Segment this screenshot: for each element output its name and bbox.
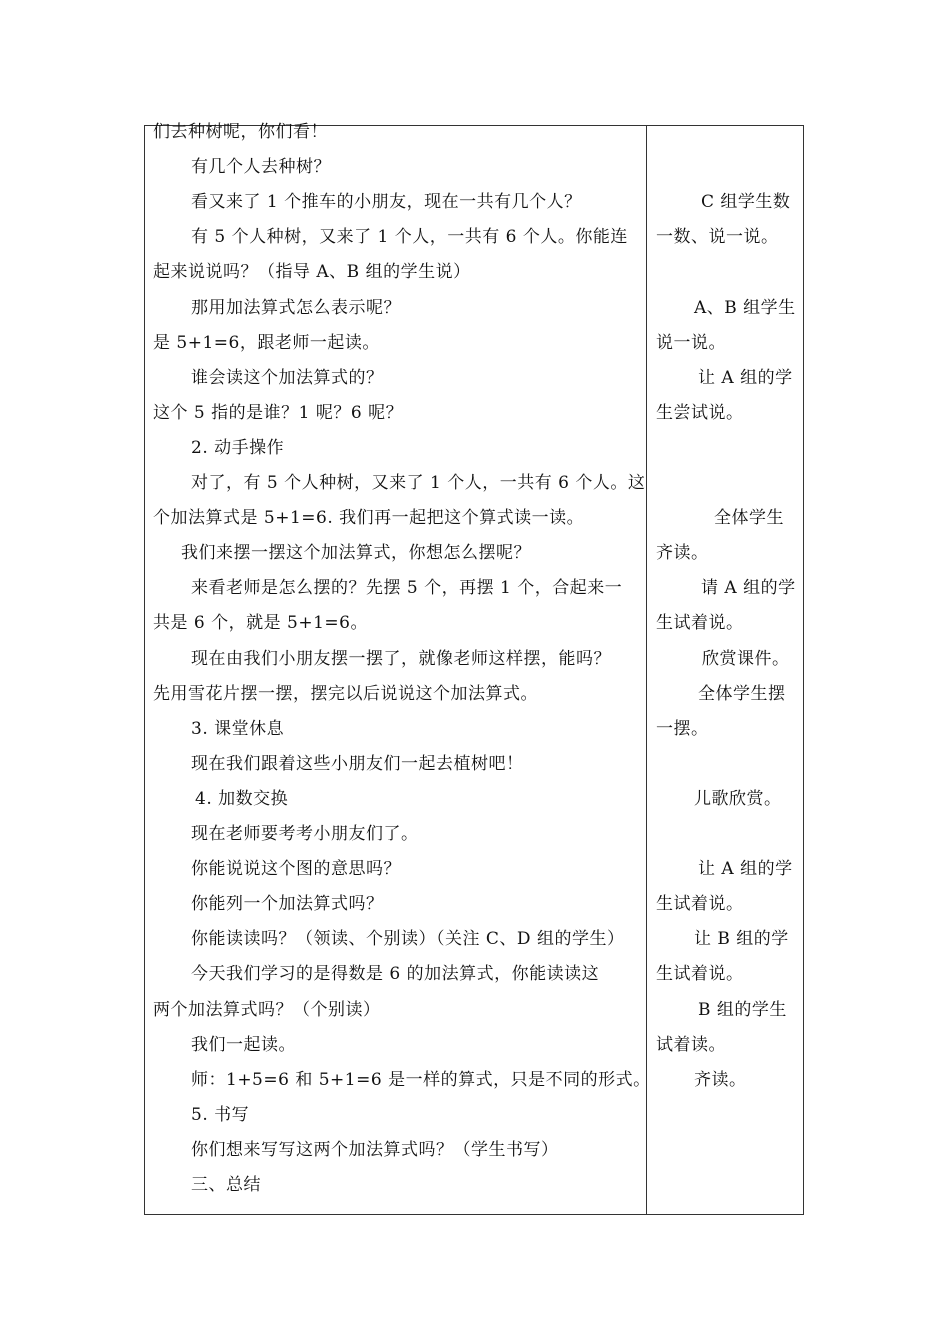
lesson-plan-table	[144, 122, 804, 1215]
teaching-text-line: 你能读读吗？（领读、个别读）（关注 C、D 组的学生）	[191, 929, 625, 950]
teaching-text-line: 2. 动手操作	[191, 437, 285, 458]
teaching-text-line: 你们想来写写这两个加法算式吗？（学生书写）	[191, 1139, 559, 1160]
teaching-text-line: 师：1+5=6 和 5+1=6 是一样的算式，只是不同的形式。	[191, 1069, 651, 1090]
activity-text-line: 让 A 组的学	[698, 367, 793, 388]
teaching-text-line: 那用加法算式怎么表示呢？	[191, 297, 401, 318]
teaching-text-line: 5. 书写	[191, 1104, 250, 1125]
teaching-text-line: 来看老师是怎么摆的？先摆 5 个，再摆 1 个，合起来一	[191, 578, 623, 599]
activity-text-line: 一摆。	[656, 718, 709, 739]
activity-text-line: 欣赏课件。	[702, 648, 790, 669]
activity-text-line: A、B 组学生	[694, 297, 796, 318]
teaching-text-line: 你能说说这个图的意思吗？	[191, 859, 401, 880]
teaching-text-line: 3. 课堂休息	[191, 718, 285, 739]
activity-text-line: 生试着说。	[656, 894, 744, 915]
activity-text-line: 齐读。	[694, 1069, 747, 1090]
teaching-text-line: 这个 5 指的是谁？1 呢？6 呢？	[153, 402, 404, 423]
activity-text-line: 全体学生	[714, 508, 784, 529]
activity-text-line: 说一说。	[656, 332, 726, 353]
activity-text-line: 生试着说。	[656, 613, 744, 634]
activity-text-line: 儿歌欣赏。	[694, 788, 782, 809]
teaching-text-line: 你能列一个加法算式吗？	[191, 894, 384, 915]
teaching-text-line: 是 5+1=6，跟老师一起读。	[153, 332, 380, 353]
teaching-text-line: 我们一起读。	[191, 1034, 296, 1055]
teaching-text-line: 有 5 个人种树，又来了 1 个人，一共有 6 个人。你能连	[191, 227, 628, 248]
teaching-text-line: 现在由我们小朋友摆一摆了，就像老师这样摆，能吗？	[191, 648, 611, 669]
activity-text-line: 生试着说。	[656, 964, 744, 985]
teaching-text-line: 起来说说吗？（指导 A、B 组的学生说）	[153, 262, 471, 283]
column-divider	[646, 126, 647, 1214]
activity-text-line: 一数、说一说。	[656, 227, 779, 248]
teaching-text-line: 共是 6 个，就是 5+1=6。	[153, 613, 368, 634]
teaching-text-line: 我们来摆一摆这个加法算式，你想怎么摆呢？	[181, 543, 531, 564]
activity-text-line: 让 A 组的学	[698, 859, 793, 880]
teaching-text-line: 4. 加数交换	[195, 788, 289, 809]
activity-text-line: 让 B 组的学	[694, 929, 789, 950]
teaching-text-line: 有几个人去种树？	[191, 157, 331, 178]
activity-text-line: 请 A 组的学	[701, 578, 796, 599]
teaching-text-line: 三、总结	[191, 1175, 261, 1195]
activity-text-line: C 组学生数	[701, 192, 791, 213]
teaching-text-line: 两个加法算式吗？（个别读）	[153, 999, 381, 1020]
activity-text-line: 试着读。	[656, 1034, 726, 1055]
teaching-text-line: 对了，有 5 个人种树，又来了 1 个人，一共有 6 个人。这	[191, 473, 646, 493]
teaching-text-line: 们去种树呢，你们看！	[153, 122, 328, 142]
teaching-text-line: 先用雪花片摆一摆，摆完以后说说这个加法算式。	[153, 683, 538, 704]
teaching-text-line: 个加法算式是 5+1=6. 我们再一起把这个算式读一读。	[153, 508, 585, 529]
teaching-text-line: 今天我们学习的是得数是 6 的加法算式，你能读读这	[191, 964, 600, 985]
activity-text-line: 生尝试说。	[656, 402, 744, 423]
activity-text-line: 齐读。	[656, 543, 709, 564]
teaching-text-line: 现在我们跟着这些小朋友们一起去植树吧！	[191, 753, 524, 774]
teaching-text-line: 谁会读这个加法算式的？	[191, 367, 384, 388]
teaching-text-line: 现在老师要考考小朋友们了。	[191, 824, 419, 844]
teaching-text-line: 看又来了 1 个推车的小朋友，现在一共有几个人？	[191, 192, 582, 213]
activity-text-line: 全体学生摆	[698, 683, 786, 704]
activity-text-line: B 组的学生	[698, 999, 787, 1020]
